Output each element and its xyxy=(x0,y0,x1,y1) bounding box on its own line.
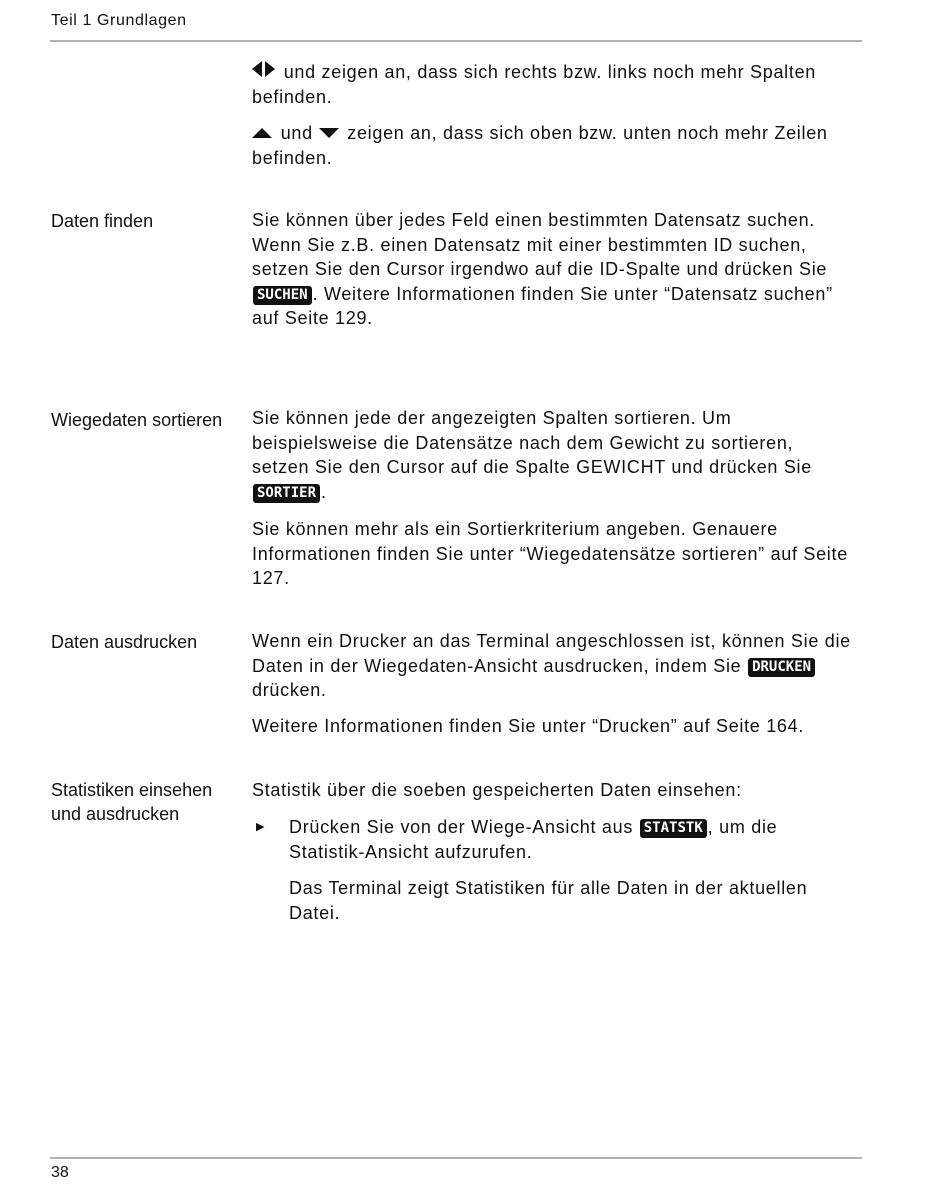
stats-result: Das Terminal zeigt Statistiken für alle Daten in der aktuellen Datei. xyxy=(289,878,808,923)
section-label-stats: Statistiken einsehen und ausdrucken xyxy=(51,780,213,824)
rows-indicator-text: zeigen an, dass sich oben bzw. unten noch mehr Zeilen befinden. xyxy=(252,123,828,168)
arrow-down-icon xyxy=(319,128,339,138)
print-key: DRUCKEN xyxy=(748,658,815,677)
columns-and: und xyxy=(283,62,316,82)
section-label-print: Daten ausdrucken xyxy=(51,632,198,652)
section-label-sort: Wiegedaten sortieren xyxy=(51,410,223,430)
arrow-right-icon xyxy=(265,61,275,77)
footer-rule xyxy=(50,1157,862,1159)
sort-text: Sie können jede der angezeigten Spalten sortieren. Um beispielsweise die Datensätze nach dem Gewicht zu sortieren, setzen Sie den Cursor auf die Spalte GEWICHT und drücken Sie xyxy=(252,408,812,477)
search-key: SUCHEN xyxy=(253,286,312,305)
stats-step xyxy=(289,815,849,864)
sort-text-after: . xyxy=(321,481,327,502)
sort-criteria-paragraph: Sie können mehr als ein Sortierkriterium angeben. Genauere Informationen finden Sie unter “Wiegedatensätze sortieren” auf Seite 127. xyxy=(252,519,848,588)
stats-step-text: Drücken Sie von der Wiege-Ansicht aus xyxy=(289,817,634,837)
header-rule xyxy=(50,40,862,42)
bullet-arrow-icon: ▶ xyxy=(256,821,265,833)
find-paragraph xyxy=(252,208,852,331)
print-text-after: drücken. xyxy=(252,680,327,700)
sort-paragraph xyxy=(252,406,852,504)
find-text: Sie können über jedes Feld einen bestimmten Datensatz suchen. Wenn Sie z.B. einen Datensatz mit einer bestimmten ID suchen, setzen Sie den Cursor irgendwo auf die ID-Spalte und drücken Sie xyxy=(252,210,828,279)
page-number: 38 xyxy=(51,1164,69,1181)
arrow-left-icon xyxy=(252,61,262,77)
stats-intro: Statistik über die soeben gespeicherten Daten einsehen: xyxy=(252,780,742,800)
columns-indicator-text: zeigen an, dass sich rechts bzw. links noch mehr Spalten befinden. xyxy=(252,62,816,107)
print-paragraph xyxy=(252,629,852,703)
arrow-up-icon xyxy=(252,128,272,138)
section-label-find: Daten finden xyxy=(51,211,154,231)
statistics-key: STATSTK xyxy=(640,819,707,838)
stats-step-text-after: , um die Statistik-Ansicht aufzurufen. xyxy=(289,817,778,862)
rows-and: und xyxy=(280,123,313,143)
print-info-paragraph: Weitere Informationen finden Sie unter “Drucken” auf Seite 164. xyxy=(252,716,805,736)
sort-key: SORTIER xyxy=(253,484,320,503)
rows-indicator-paragraph xyxy=(252,121,852,170)
columns-indicator-paragraph xyxy=(252,60,852,109)
find-text-after: . Weitere Informationen finden Sie unter “Datensatz suchen” auf Seite 129. xyxy=(252,283,833,328)
print-text: Wenn ein Drucker an das Terminal angeschlossen ist, können Sie die Daten in der Wiegedaten-Ansicht ausdrucken, indem Sie xyxy=(252,631,851,676)
header-title: Teil 1 Grundlagen xyxy=(51,12,187,29)
